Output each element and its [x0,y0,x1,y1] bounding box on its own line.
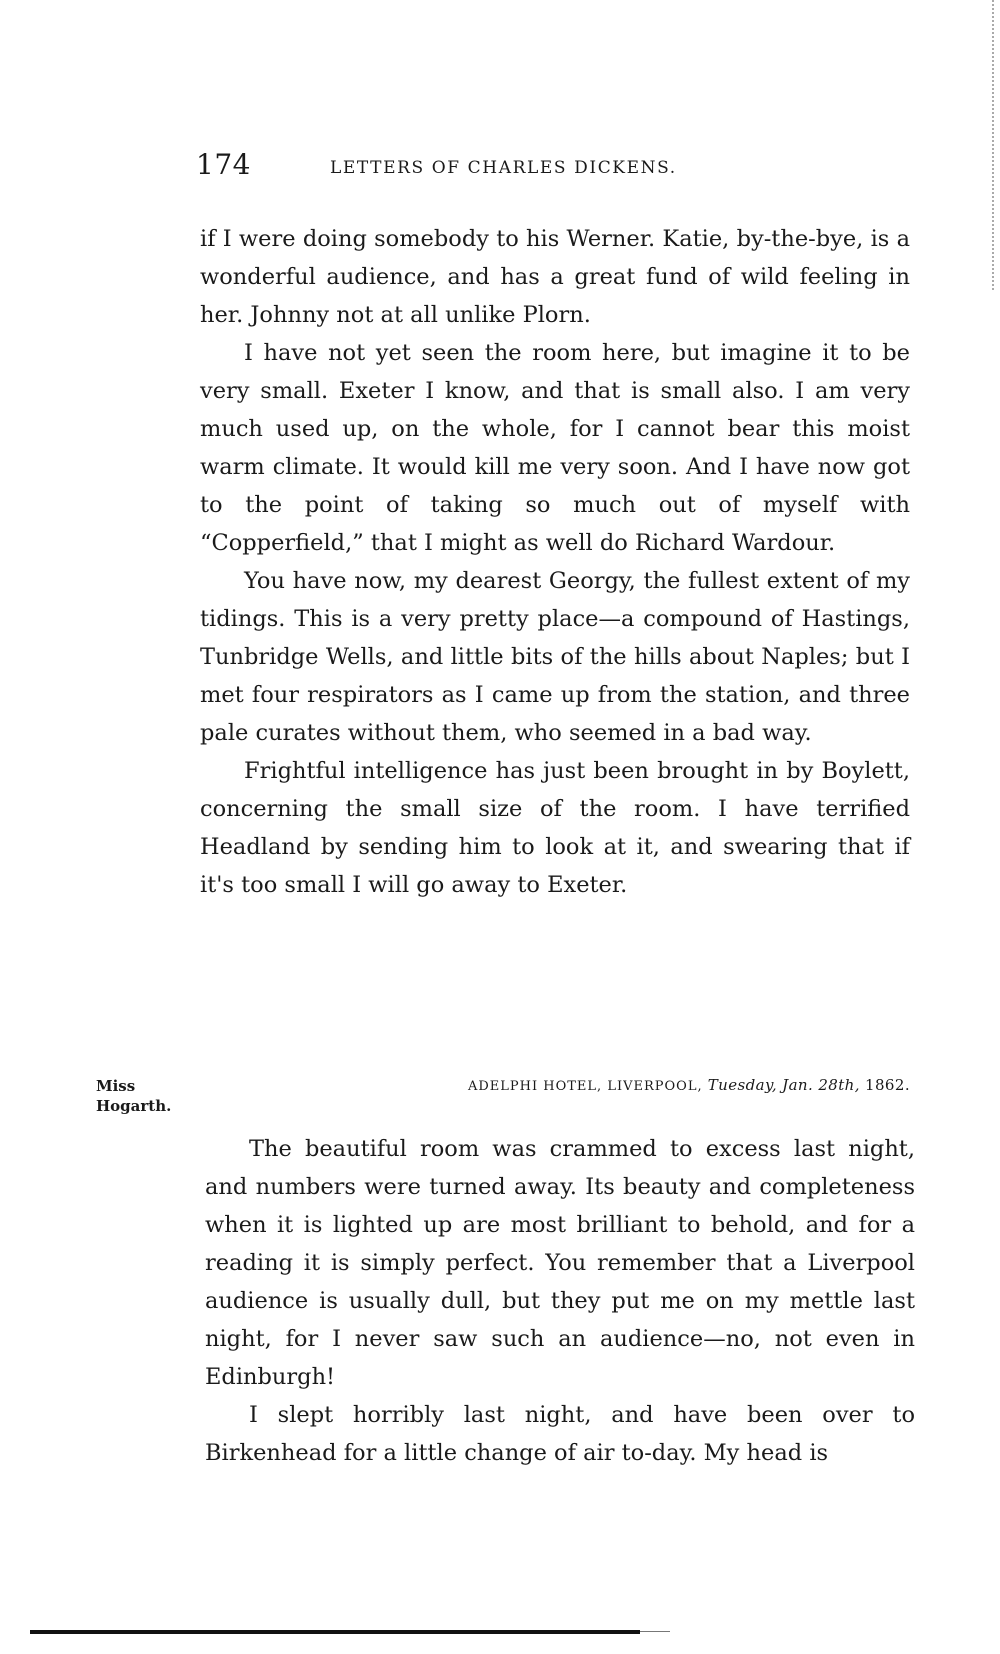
dateline-year: 1862. [865,1076,910,1094]
running-title: LETTERS OF CHARLES DICKENS. [330,158,677,178]
running-head [196,148,912,188]
paragraph: You have now, my dearest Georgy, the fullest extent of my tidings. This is a very pretty place—a compound of Hastings, Tunbridge Wells, and little bits of the hills about Naples; but I met four respirators as I came up from the station, and three pale curates without them, who seemed in a bad way. [200,568,910,746]
letter-dateline [380,1076,910,1094]
paragraph: The beautiful room was crammed to excess last night, and numbers were turned away. Its beauty and completeness when it is lighted up are most brilliant to behold, and for a reading it is simply perfect. You remember that a Liverpool audience is usually dull, but they put me on my mettle last night, for I never saw such an audience—no, not even in Edinburgh! [205,1136,915,1390]
dateline-place: ADELPHI HOTEL, LIVERPOOL, [467,1079,703,1094]
letter-2-body [205,1130,915,1472]
page-number: 174 [196,148,251,181]
paragraph: Frightful intelligence has just been brought in by Boylett, concerning the small size of the room. I have terrified Headland by sending him to look at it, and swearing that if it's too small I will go away to Exeter. [200,758,910,898]
dateline-date: Tuesday, Jan. 28th, [707,1076,860,1094]
letter-1-body [200,220,910,904]
scan-bottom-edge-fade [640,1631,670,1632]
recipient-line: Hogarth. [96,1097,172,1115]
paragraph: if I were doing somebody to his Werner. Katie, by-the-bye, is a wonderful audience, and has a great fund of wild feeling in her. Johnny not at all unlike Plorn. [200,226,910,328]
paragraph: I slept horribly last night, and have been over to Birkenhead for a little change of air to-day. My head is [205,1402,915,1466]
recipient-line: Miss [96,1077,136,1095]
scan-edge-marks [988,0,994,290]
scan-bottom-edge [30,1630,640,1634]
paragraph: I have not yet seen the room here, but imagine it to be very small. Exeter I know, and that is small also. I am very much used up, on the whole, for I cannot bear this moist warm climate. It would kill me very soon. And I have now got to the point of taking so much out of myself with “Copperfield,” that I might as well do Richard Wardour. [200,340,910,556]
recipient-side-note [96,1076,171,1116]
